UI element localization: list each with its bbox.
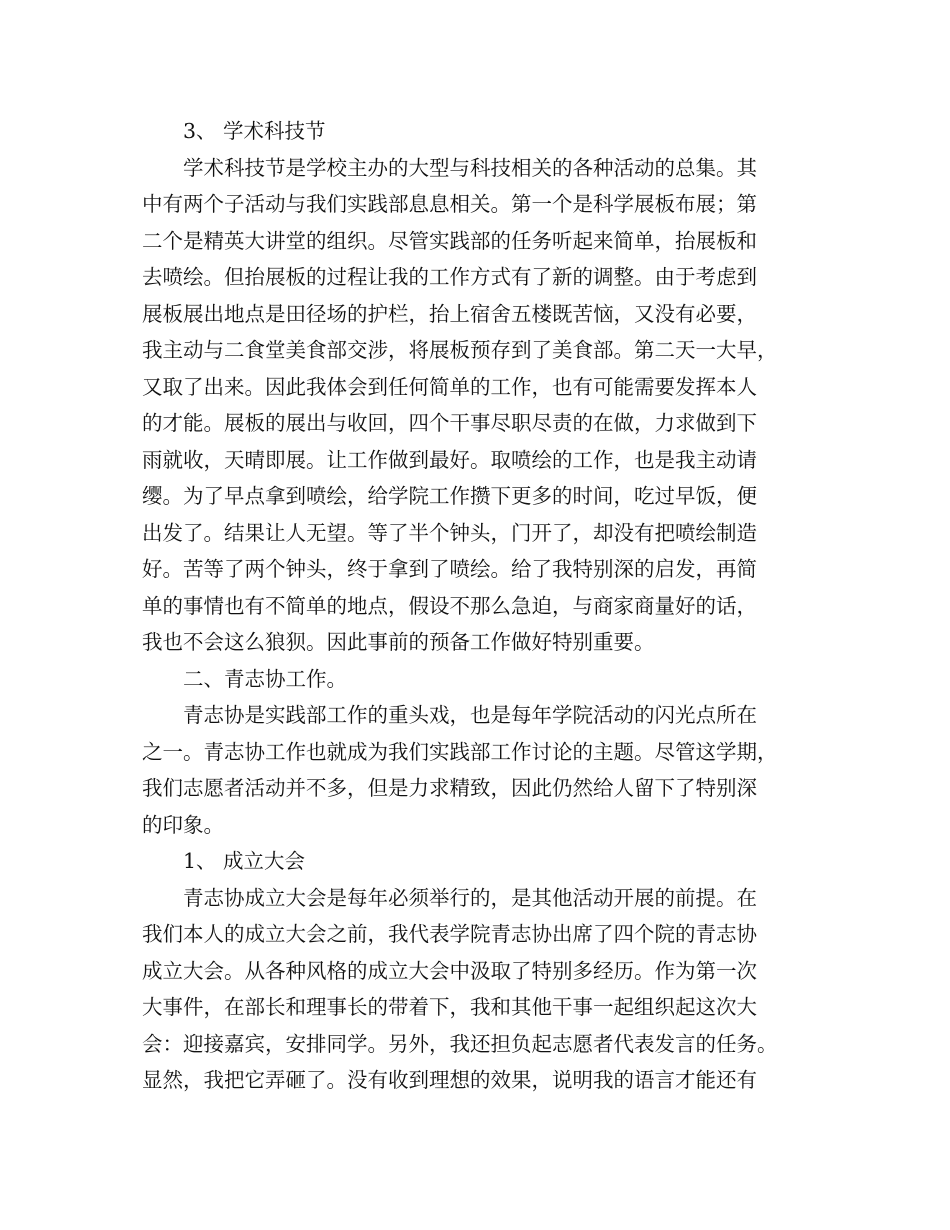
text-line: 又取了出来。因此我体会到任何简单的工作，也有可能需要发挥本人 (142, 374, 757, 399)
document-page (142, 113, 832, 1099)
text-line: 之一。青志协工作也就成为我们实践部工作讨论的主题。尽管这学期， (142, 739, 778, 764)
text-line: 单的事情也有不简单的地点，假设不那么急迫，与商家商量好的话， (142, 593, 757, 618)
text-line: 二、青志协工作。 (183, 666, 347, 691)
text-line: 雨就收，天晴即展。让工作做到最好。取喷绘的工作，也是我主动请 (142, 447, 757, 472)
text-line: 成立大会。从各种风格的成立大会中汲取了特别多经历。作为第一次 (142, 958, 757, 983)
text-line: 显然，我把它弄砸了。没有收到理想的效果，说明我的语言才能还有 (142, 1068, 757, 1092)
text-line: 出发了。结果让人无望。等了半个钟头，门开了，却没有把喷绘制造 (142, 520, 757, 545)
text-line: 中有两个子活动与我们实践部息息相关。第一个是科学展板布展；第 (142, 192, 757, 216)
text-line: 学术科技节是学校主办的大型与科技相关的各种活动的总集。其 (183, 155, 757, 180)
text-line: 我也不会这么狼狈。因此事前的预备工作做好特别重要。 (142, 630, 655, 654)
text-line: 去喷绘。但抬展板的过程让我的工作方式有了新的调整。由于考虑到 (142, 265, 757, 289)
text-line: 展板展出地点是田径场的护栏，抬上宿舍五楼既苦恼，又没有必要， (142, 301, 757, 326)
text-line: 好。苦等了两个钟头，终于拿到了喷绘。给了我特别深的启发，再简 (142, 557, 757, 581)
text-line: 我主动与二食堂美食部交涉，将展板预存到了美食部。第二天一大早， (142, 338, 778, 362)
text-line: 二个是精英大讲堂的组织。尽管实践部的任务听起来简单，抬展板和 (142, 228, 757, 253)
text-line: 我们本人的成立大会之前，我代表学院青志协出席了四个院的青志协 (142, 922, 757, 946)
text-line: 3、 学术科技节 (183, 119, 326, 143)
text-line: 缨。为了早点拿到喷绘，给学院工作攒下更多的时间，吃过早饭，便 (142, 484, 757, 508)
text-line: 大事件，在部长和理事长的带着下，我和其他干事一起组织起这次大 (142, 995, 757, 1019)
text-line: 的印象。 (142, 812, 224, 837)
text-line: 我们志愿者活动并不多，但是力求精致，因此仍然给人留下了特别深 (142, 776, 757, 800)
text-line: 的才能。展板的展出与收回，四个干事尽职尽责的在做，力求做到下 (142, 411, 757, 435)
text-line: 1、 成立大会 (183, 849, 306, 873)
text-line: 青志协是实践部工作的重头戏，也是每年学院活动的闪光点所在 (183, 703, 757, 727)
text-line: 青志协成立大会是每年必须举行的，是其他活动开展的前提。在 (183, 885, 757, 910)
text-line: 会：迎接嘉宾，安排同学。另外，我还担负起志愿者代表发言的任务。 (142, 1031, 778, 1056)
